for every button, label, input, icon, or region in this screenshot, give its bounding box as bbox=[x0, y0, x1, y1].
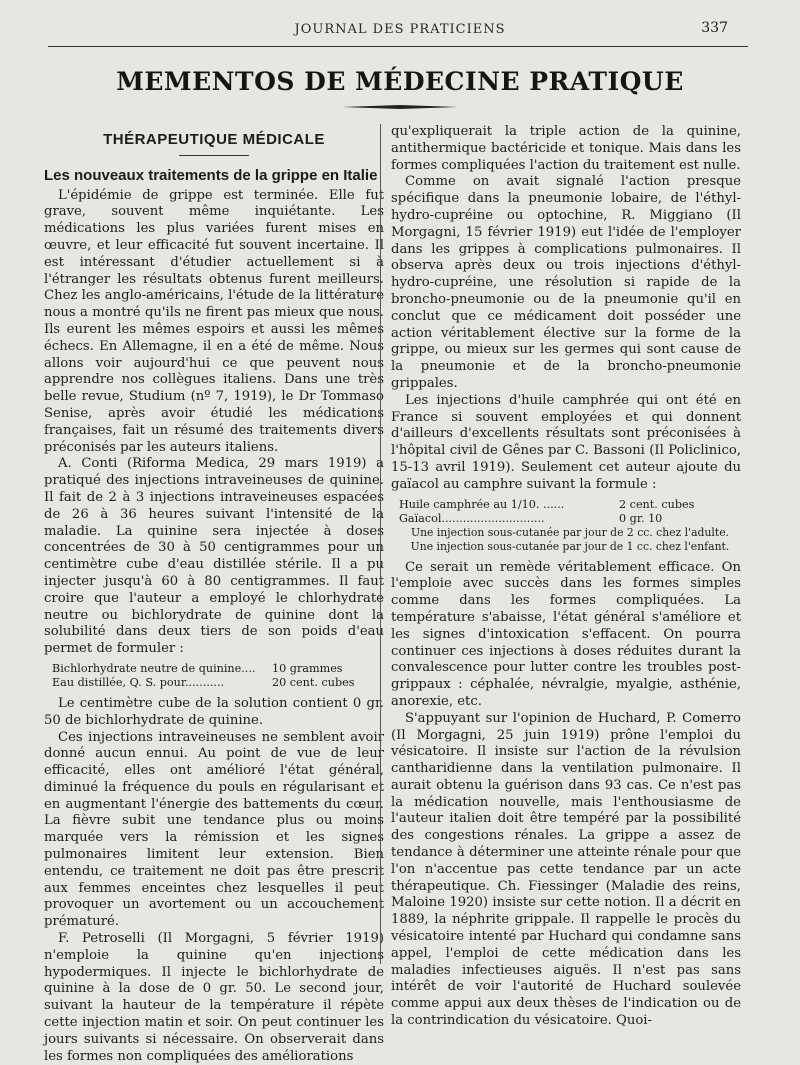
formula-block bbox=[52, 662, 384, 690]
formula-quantity: 10 grammes bbox=[272, 661, 343, 675]
formula-ingredient: Eau distillée, Q. S. pour........... bbox=[52, 675, 225, 689]
title-ornament bbox=[340, 104, 460, 110]
paragraph: qu'expliquerait la triple action de la quinine, antithermique bactéricide et tonique. Mais dans les formes compliquées l'action du traitement est nulle. bbox=[391, 124, 741, 173]
formula-row bbox=[399, 512, 741, 526]
formula-block bbox=[399, 498, 741, 554]
formula-row bbox=[399, 498, 741, 512]
formula-ingredient: Bichlorhydrate neutre de quinine.... bbox=[52, 661, 256, 675]
section-rule bbox=[179, 155, 249, 156]
paragraph: Les injections d'huile camphrée qui ont été en France si souvent employées et qui donnent d'ailleurs d'excellents résultats sont préconisées à l'hôpital civil de Gênes par C. Bassoni (Il Policlinico, 15-13 avril 1919). Seulement cet auteur ajoute du gaïacol au camphre suivant la formule : bbox=[391, 392, 741, 492]
left-column bbox=[44, 124, 384, 1065]
paragraph: S'appuyant sur l'opinion de Huchard, P. Comerro (Il Morgagni, 25 juin 1919) prône l'emploi du vésicatoire. Il insiste sur l'action de la révulsion cantharidienne dans la ventilation pulmonaire. Il aurait obtenu la guérison dans 93 cas. Ce n'est pas la médication nouvelle, mais l'enthousiasme de l'auteur italien doit être tempéré par la possibilité des congestions rénales. La grippe a assez de tendance à déterminer une atteinte rénale pour que l'on n'accentue pas cette tendance par un acte thérapeutique. Ch. Fiessinger (Maladie des reins, Maloine 1920) insiste sur cette notion. Il a décrit en 1889, la néphrite grippale. Il rappelle le procès du vésicatoire intenté par Huchard qui condamne sans appel, l'emploi de cette médication dans les maladies infectieuses aiguës. Il n'est pas sans intérêt de voir l'autorité de Huchard soulevée comme appui aux deux thèses de l'indication ou de la contrindication du vésicatoire. Quoi- bbox=[391, 710, 741, 1029]
column-divider bbox=[380, 124, 381, 964]
page-title: MEMENTOS DE MÉDECINE PRATIQUE bbox=[116, 67, 684, 96]
paragraph: F. Petroselli (Il Morgagni, 5 février 1919) n'emploie la quinine qu'en injections hypodermiques. Il injecte le bichlorhydrate de quinine à la dose de 0 gr. 50. Le second jour, suivant la hauteur de la température il répète cette injection matin et soir. On peut continuer les jours suivants si nécessaire. On observerait dans les formes non compliquées des améliorations bbox=[44, 931, 384, 1064]
formula-row bbox=[52, 676, 384, 690]
paragraph: Ce serait un remède véritablement efficace. On l'emploie avec succès dans les formes simples comme dans les formes compliquées. La température s'abaisse, l'état général s'améliore et les signes d'intoxication s'effacent. On pourra continuer ces injections à doses réduites durant la convalescence pour lutter contre les troubles post-grippaux : céphalée, névralgie, myalgie, asthénie, anorexie, etc. bbox=[391, 559, 741, 709]
formula-ingredient: Gaïacol............................. bbox=[399, 511, 545, 525]
formula-row bbox=[52, 662, 384, 676]
formula-quantity: 2 cent. cubes bbox=[619, 497, 695, 511]
formula-ingredient: Huile camphrée au 1/10. ...... bbox=[399, 497, 565, 511]
formula-quantity: 20 cent. cubes bbox=[272, 675, 355, 689]
header-rule bbox=[48, 46, 748, 47]
paragraph: Comme on avait signalé l'action presque spécifique dans la pneumonie lobaire, de l'éthyl-hydro-cupréine ou optochine, R. Miggiano (Il Morgagni, 15 février 1919) eut l'idée de l'employer dans les grippes à complications pulmonaires. Il observa après deux ou trois injections d'éthyl-hydro-cupréine, une résolution si rapide de la broncho-pneumonie ou de la pneumonie qu'il en conclut que ce médicament doit posséder une action véritablement élective sur la forme de la grippe, ou mieux sur les germes qui sont cause de la pneumonie et de la broncho-pneumonie grippales. bbox=[391, 174, 741, 391]
paragraph: A. Conti (Riforma Medica, 29 mars 1919) a pratiqué des injections intraveineuses de quinine. Il fait de 2 à 3 injections intraveineuses espacées de 26 à 36 heures suivant l'intensité de la maladie. La quinine sera injectée à doses concentrées de 30 à 50 centigrammes pour un centimètre cube d'eau distillée stérile. Il a pu injecter jusqu'à 60 à 80 centigrammes. Il faut croire que l'auteur a employé le chlorhydrate neutre ou bichlorydrate de quinine dont la solubilité dans deux tiers de son poids d'eau permet de formuler : bbox=[44, 456, 384, 657]
right-column bbox=[391, 124, 741, 1030]
section-title: THÉRAPEUTIQUE MÉDICALE bbox=[103, 131, 325, 148]
page-number: 337 bbox=[701, 20, 728, 36]
formula-note: Une injection sous-cutanée par jour de 1 cc. chez l'enfant. bbox=[410, 539, 730, 553]
formula-note: Une injection sous-cutanée par jour de 2 cc. chez l'adulte. bbox=[410, 525, 730, 539]
running-head: JOURNAL DES PRATICIENS bbox=[294, 22, 506, 37]
paragraph: Le centimètre cube de la solution contient 0 gr. 50 de bichlorhydrate de quinine. bbox=[44, 695, 384, 728]
formula-quantity: 0 gr. 10 bbox=[619, 511, 663, 525]
article-title: Les nouveaux traitements de la grippe en Italie bbox=[44, 166, 378, 184]
paragraph: Ces injections intraveineuses ne semblent avoir donné aucun ennui. Au point de vue de leur efficacité, elles ont amélioré l'état général, diminué la fréquence du pouls en régularisant et en augmentant l'énergie des battements du cœur. La fièvre subit une tendance plus ou moins marquée vers la rémission et les signes pulmonaires limitent leur extension. Bien entendu, ce traitement ne doit pas être prescrit aux femmes enceintes chez lesquelles il peut provoquer un avortement ou un accouchement prématuré. bbox=[44, 729, 384, 930]
paragraph: L'épidémie de grippe est terminée. Elle fut grave, souvent même inquiétante. Les médications les plus variées furent mises en œuvre, et leur efficacité fut souvent incertaine. Il est intéressant d'étudier actuellement si à l'étranger les résultats obtenus furent meilleurs. Chez les anglo-américains, l'étude de la littérature nous a montré qu'ils ne firent pas mieux que nous. Ils eurent les mêmes espoirs et aussi les mêmes échecs. En Allemagne, il en a été de même. Nous allons voir aujourd'hui ce que peuvent nous apprendre nos collègues italiens. Dans une très belle revue, Studium (nº 7, 1919), le Dr Tommaso Senise, après avoir étudié les médications françaises, fait un résumé des traitements divers préconisés par les auteurs italiens. bbox=[44, 187, 384, 455]
